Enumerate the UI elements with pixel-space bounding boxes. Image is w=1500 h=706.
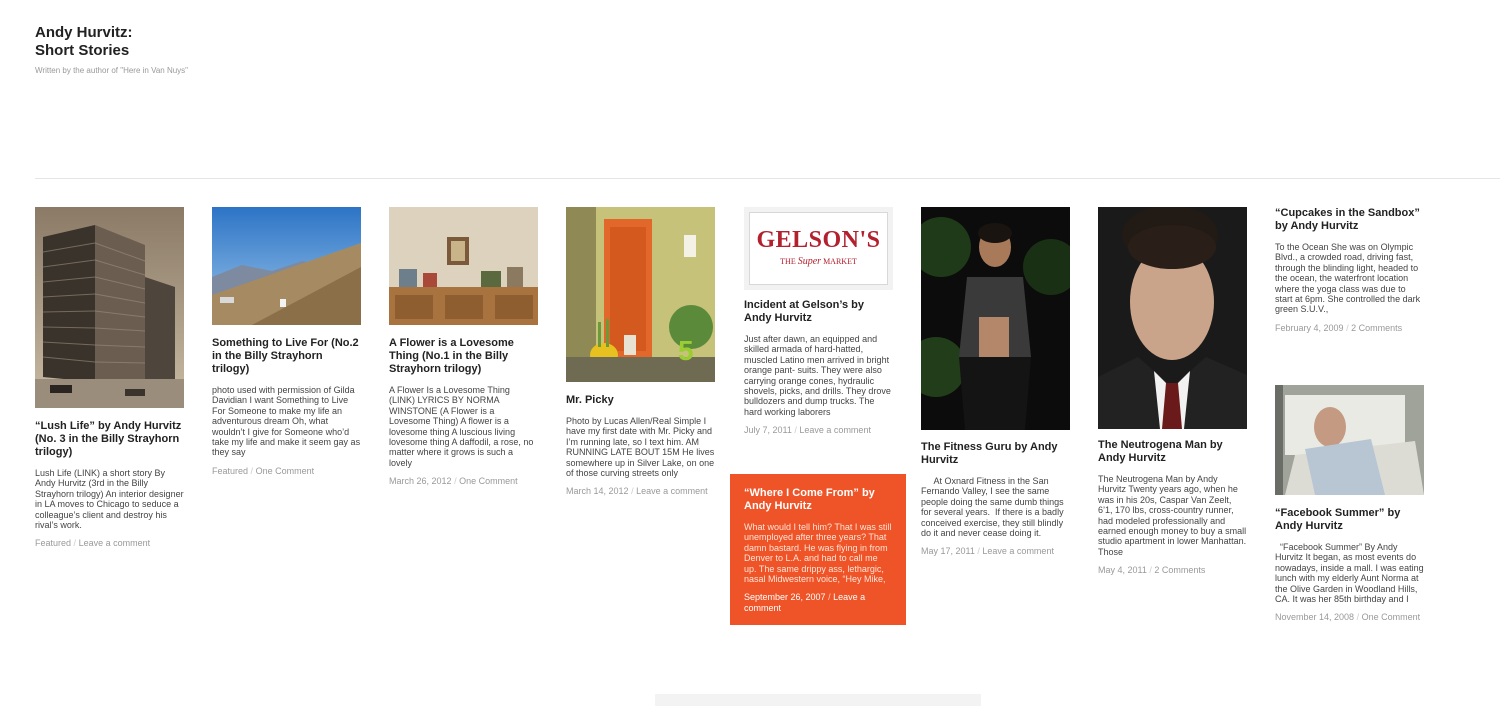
post-mr-picky bbox=[566, 207, 715, 497]
gelsons-logo-tagline bbox=[750, 256, 887, 267]
post-title[interactable]: Mr. Picky bbox=[566, 394, 614, 406]
post-title[interactable]: “Cupcakes in the Sandbox” by Andy Hurvitz bbox=[1275, 207, 1420, 232]
site-title-line1: Andy Hurvitz: bbox=[35, 24, 133, 41]
post-thumbnail[interactable] bbox=[921, 207, 1070, 430]
post-title[interactable]: “Where I Come From” by Andy Hurvitz bbox=[744, 487, 875, 512]
meta-separator: / bbox=[631, 486, 637, 497]
post-excerpt: “Facebook Summer” By Andy Hurvitz It began, as most events do nowadays, inside a mall. I was eating lunch with my elderly Aunt Norma at the Olive Garden in Woodland Hills, CA. It was her 85th birthday and I bbox=[1275, 542, 1427, 605]
building-photo bbox=[35, 207, 184, 408]
post-date[interactable]: May 17, 2011 bbox=[921, 546, 975, 557]
post-title[interactable]: The Neutrogena Man by Andy Hurvitz bbox=[1098, 439, 1223, 464]
man-portrait-photo bbox=[921, 207, 1070, 430]
post-comments[interactable]: Leave a comment bbox=[799, 425, 871, 436]
post-title[interactable]: “Lush Life” by Andy Hurvitz (No. 3 in the Billy Strayhorn trilogy) bbox=[35, 420, 182, 458]
header-divider bbox=[35, 178, 1500, 179]
post-comments[interactable]: Leave a comment bbox=[636, 486, 708, 497]
post-date[interactable]: May 4, 2011 bbox=[1098, 565, 1147, 576]
post-title[interactable]: “Facebook Summer” by Andy Hurvitz bbox=[1275, 507, 1401, 532]
post-a-flower-is-a-lovesome-thing bbox=[389, 207, 538, 487]
post-comments[interactable]: One Comment bbox=[255, 465, 315, 476]
meta-separator: / bbox=[1346, 322, 1352, 333]
site-header bbox=[35, 24, 195, 76]
logo-super: Super bbox=[797, 256, 822, 267]
meta-separator: / bbox=[828, 592, 834, 603]
post-meta bbox=[212, 466, 361, 476]
post-title[interactable]: Incident at Gelson’s by Andy Hurvitz bbox=[744, 299, 865, 324]
logo-market: MARKET bbox=[823, 257, 857, 266]
meta-separator: / bbox=[1356, 612, 1362, 623]
post-facebook-summer bbox=[1275, 385, 1427, 623]
post-meta bbox=[566, 486, 715, 496]
door-photo bbox=[566, 207, 715, 382]
post-lush-life bbox=[35, 207, 184, 549]
logo-the: THE bbox=[780, 257, 796, 266]
post-thumbnail[interactable] bbox=[744, 207, 893, 290]
post-comments[interactable]: 2 Comments bbox=[1154, 565, 1206, 576]
post-date[interactable]: March 26, 2012 bbox=[389, 476, 452, 487]
post-date[interactable]: February 4, 2009 bbox=[1275, 322, 1344, 333]
post-date[interactable]: November 14, 2008 bbox=[1275, 612, 1355, 623]
post-thumbnail[interactable] bbox=[389, 207, 538, 325]
post-title[interactable]: Something to Live For (No.2 in the Billy Strayhorn trilogy) bbox=[212, 337, 359, 375]
post-meta bbox=[389, 476, 538, 486]
post-date[interactable]: September 26, 2007 bbox=[744, 592, 826, 603]
meta-separator: / bbox=[794, 425, 800, 436]
post-comments[interactable]: 2 Comments bbox=[1351, 322, 1403, 333]
meta-separator: / bbox=[250, 465, 256, 476]
gelsons-logo bbox=[749, 212, 888, 285]
post-meta bbox=[1098, 565, 1247, 575]
post-excerpt: What would I tell him? That I was still unemployed after three years? That damn bastard. He was flying in from Denver to L.A. and had to call me up. The same drippy ass, lethargic, nasal Midwestern voice, “Hey Mike, bbox=[744, 522, 892, 585]
post-date[interactable]: March 14, 2012 bbox=[566, 486, 629, 497]
post-date[interactable]: July 7, 2011 bbox=[744, 425, 792, 436]
post-comments[interactable]: Leave a comment bbox=[982, 546, 1054, 557]
hospital-bed-photo bbox=[1275, 385, 1424, 495]
meta-separator: / bbox=[977, 546, 983, 557]
site-title-line2: Short Stories bbox=[35, 42, 130, 59]
post-excerpt: A Flower Is a Lovesome Thing (LINK) LYRICS BY NORMA WINSTONE (A Flower is a Lovesome Thing) A flower is a lovesome thing A luscious living lovesome thing A daffodil, a rose, no matter where it grows is such a lovely bbox=[389, 385, 534, 468]
page-number-badge: 5 bbox=[678, 335, 694, 366]
post-excerpt: To the Ocean She was on Olympic Blvd., a crowded road, driving fast, through the blinding light, headed to the ocean, the waterfront location where the yoga class was due to start at 6pm. She controlled the dark green S.U.V., bbox=[1275, 242, 1421, 315]
post-thumbnail[interactable] bbox=[1098, 207, 1247, 429]
post-thumbnail[interactable] bbox=[35, 207, 184, 408]
post-the-fitness-guru bbox=[921, 207, 1070, 557]
post-excerpt: The Neutrogena Man by Andy Hurvitz Twenty years ago, when he was in his 20s, Caspar Van Zeelt, 6’1, 170 lbs, cross-country runner, had modeled professionally and earned enough money to buy a small studio apartment in lower Manhattan. Those bbox=[1098, 474, 1247, 557]
post-excerpt: Photo by Lucas Allen/Real Simple I have my first date with Mr. Picky and I’m running late, so I text him. AM RUNNING LATE BOUT 15M He lives somewhere up in Silver Lake, on one of those curving streets only bbox=[566, 416, 715, 479]
post-category[interactable]: Featured bbox=[35, 538, 72, 549]
post-the-neutrogena-man bbox=[1098, 207, 1247, 576]
post-comments[interactable]: One Comment bbox=[1361, 612, 1421, 623]
post-comments[interactable]: One Comment bbox=[459, 476, 518, 487]
meta-separator: / bbox=[73, 538, 79, 549]
post-cupcakes-in-the-sandbox bbox=[1275, 207, 1424, 333]
man-suit-photo bbox=[1098, 207, 1247, 429]
post-meta bbox=[921, 546, 1070, 556]
post-something-to-live-for bbox=[212, 207, 361, 476]
post-comments[interactable]: Leave a comment bbox=[744, 592, 866, 613]
post-meta bbox=[744, 425, 893, 435]
post-comments[interactable]: Leave a comment bbox=[78, 538, 151, 549]
meta-separator: / bbox=[1149, 565, 1155, 576]
post-excerpt: At Oxnard Fitness in the San Fernando Valley, I see the same people doing the same dumb things for several years. If there is a badly conceived exercise, they still blindly do it and never cease doing it. bbox=[921, 476, 1067, 539]
post-meta bbox=[1275, 323, 1424, 333]
post-excerpt: photo used with permission of Gilda Davidian I want Something to Live For Someone to make my life an adventurous dream Oh, what wouldn’t I give for Someone who’d take my life and make it seem gay as they say bbox=[212, 385, 361, 458]
post-title[interactable]: The Fitness Guru by Andy Hurvitz bbox=[921, 441, 1058, 466]
gelsons-logo-text: GELSON'S bbox=[756, 227, 881, 253]
post-meta bbox=[744, 592, 892, 613]
post-thumbnail[interactable] bbox=[1275, 385, 1424, 495]
mantel-photo bbox=[389, 207, 538, 325]
post-thumbnail[interactable] bbox=[566, 207, 715, 382]
post-where-i-come-from bbox=[730, 474, 906, 625]
post-thumbnail[interactable] bbox=[212, 207, 361, 325]
post-title[interactable]: A Flower is a Lovesome Thing (No.1 in the Billy Strayhorn trilogy) bbox=[389, 337, 514, 375]
meta-separator: / bbox=[454, 476, 460, 487]
hillside-photo bbox=[212, 207, 361, 325]
post-excerpt: Lush Life (LINK) a short story By Andy Hurvitz (3rd in the Billy Strayhorn trilogy) An interior designer in LA moves to Chicago to seduce a colleague’s client and destroy his rival’s work. bbox=[35, 468, 184, 531]
site-title-link[interactable] bbox=[35, 24, 195, 60]
post-meta bbox=[1275, 612, 1424, 622]
site-description: Written by the author of "Here in Van Nuys" bbox=[35, 66, 189, 75]
post-meta bbox=[35, 538, 184, 548]
post-incident-at-gelsons bbox=[744, 207, 893, 436]
post-category[interactable]: Featured bbox=[212, 465, 249, 476]
post-excerpt: Just after dawn, an equipped and skilled armada of hard-hatted, muscled Latino men arrived in bright orange pant- suits. They were also carrying orange cones, hydraulic shovels, picks, and drills. They drove bulldozers and dump trucks. The hard working laborers bbox=[744, 334, 891, 417]
pagination-bar[interactable] bbox=[655, 694, 981, 706]
